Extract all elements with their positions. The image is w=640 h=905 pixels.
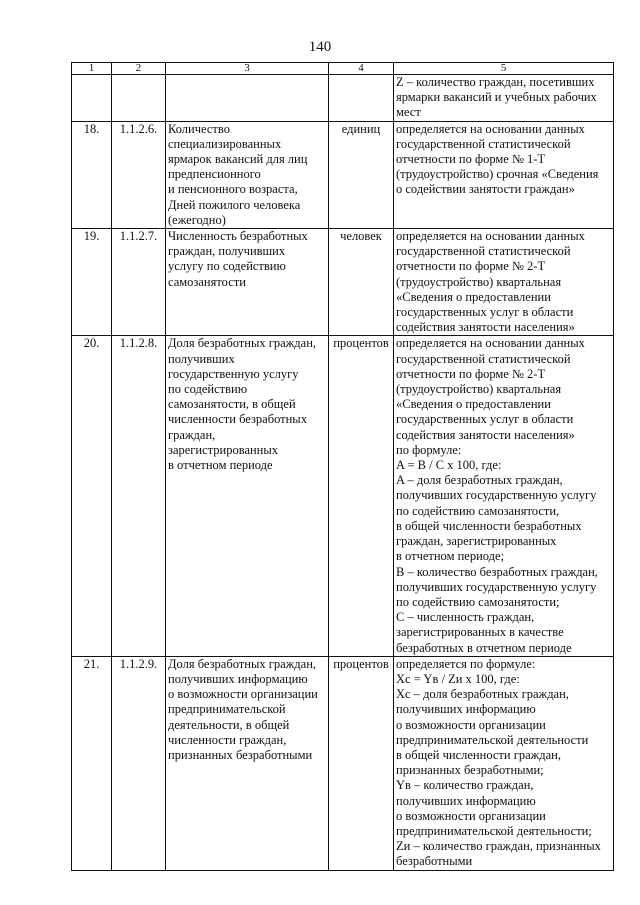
- column-header: 4: [329, 63, 394, 75]
- calculation-method: Z – количество граждан, посетивших ярмарки вакансий и учебных рабочих мест: [394, 75, 614, 122]
- indicator-name: Доля безработных граждан, получивших информацию о возможности организации предпринимательской деятельности, в общей численности граждан, признанных безработными: [166, 656, 329, 870]
- column-header: 5: [394, 63, 614, 75]
- row-number: 21.: [72, 656, 112, 870]
- unit-of-measure: единиц: [329, 121, 394, 228]
- calculation-method: определяется по формуле: Xc = Yв / Zи x 100, где: Xc – доля безработных граждан, получивших информацию о возможности организации предпринимательской деятельности в общей численности граждан, признанных безработными; Yв – количество граждан, получивших информацию о возможности организации предпринимательской деятельности; Zи – количество граждан, признанных безработными: [394, 656, 614, 870]
- indicator-name: Доля безработных граждан, получивших государственную услугу по содействию самозанятости, в общей численности безработных граждан, зарегистрированных в отчетном периоде: [166, 336, 329, 656]
- indicator-code: 1.1.2.8.: [112, 336, 166, 656]
- calculation-method: определяется на основании данных государственной статистической отчетности по форме № 2-Т (трудоустройство) квартальная «Сведения о предоставлении государственных услуг в области содействия занятости населения» по формуле: A = B / C x 100, где: A – доля безработных граждан, получивших государственную услугу по содействию самозанятости, в общей численности безработных граждан, зарегистрированных в отчетном периоде; B – количество безработных граждан, получивших государственную услугу по содействию самозанятости; C – численность граждан, зарегистрированных в качестве безработных в отчетном периоде: [394, 336, 614, 656]
- column-header: 1: [72, 63, 112, 75]
- row-number: [72, 75, 112, 122]
- calculation-method: определяется на основании данных государственной статистической отчетности по форме № 2-Т (трудоустройство) квартальная «Сведения о предоставлении государственных услуг в области содействия занятости населения»: [394, 229, 614, 336]
- table-row: [72, 336, 614, 656]
- table-row: [72, 121, 614, 228]
- column-header: 3: [166, 63, 329, 75]
- indicators-table: [71, 62, 614, 871]
- unit-of-measure: процентов: [329, 336, 394, 656]
- unit-of-measure: человек: [329, 229, 394, 336]
- table-header-row: [72, 63, 614, 75]
- row-number: 20.: [72, 336, 112, 656]
- indicator-code: 1.1.2.9.: [112, 656, 166, 870]
- page-number: 140: [308, 39, 332, 55]
- table-row: [72, 75, 614, 122]
- indicator-code: 1.1.2.6.: [112, 121, 166, 228]
- unit-of-measure: [329, 75, 394, 122]
- indicator-name: [166, 75, 329, 122]
- column-header: 2: [112, 63, 166, 75]
- calculation-method: определяется на основании данных государственной статистической отчетности по форме № 1-Т (трудоустройство) срочная «Сведения о содействии занятости граждан»: [394, 121, 614, 228]
- indicator-name: Численность безработных граждан, получивших услугу по содействию самозанятости: [166, 229, 329, 336]
- indicator-code: [112, 75, 166, 122]
- indicator-code: 1.1.2.7.: [112, 229, 166, 336]
- unit-of-measure: процентов: [329, 656, 394, 870]
- row-number: 19.: [72, 229, 112, 336]
- table-row: [72, 229, 614, 336]
- row-number: 18.: [72, 121, 112, 228]
- table-row: [72, 656, 614, 870]
- indicator-name: Количество специализированных ярмарок вакансий для лиц предпенсионного и пенсионного возраста, Дней пожилого человека (ежегодно): [166, 121, 329, 228]
